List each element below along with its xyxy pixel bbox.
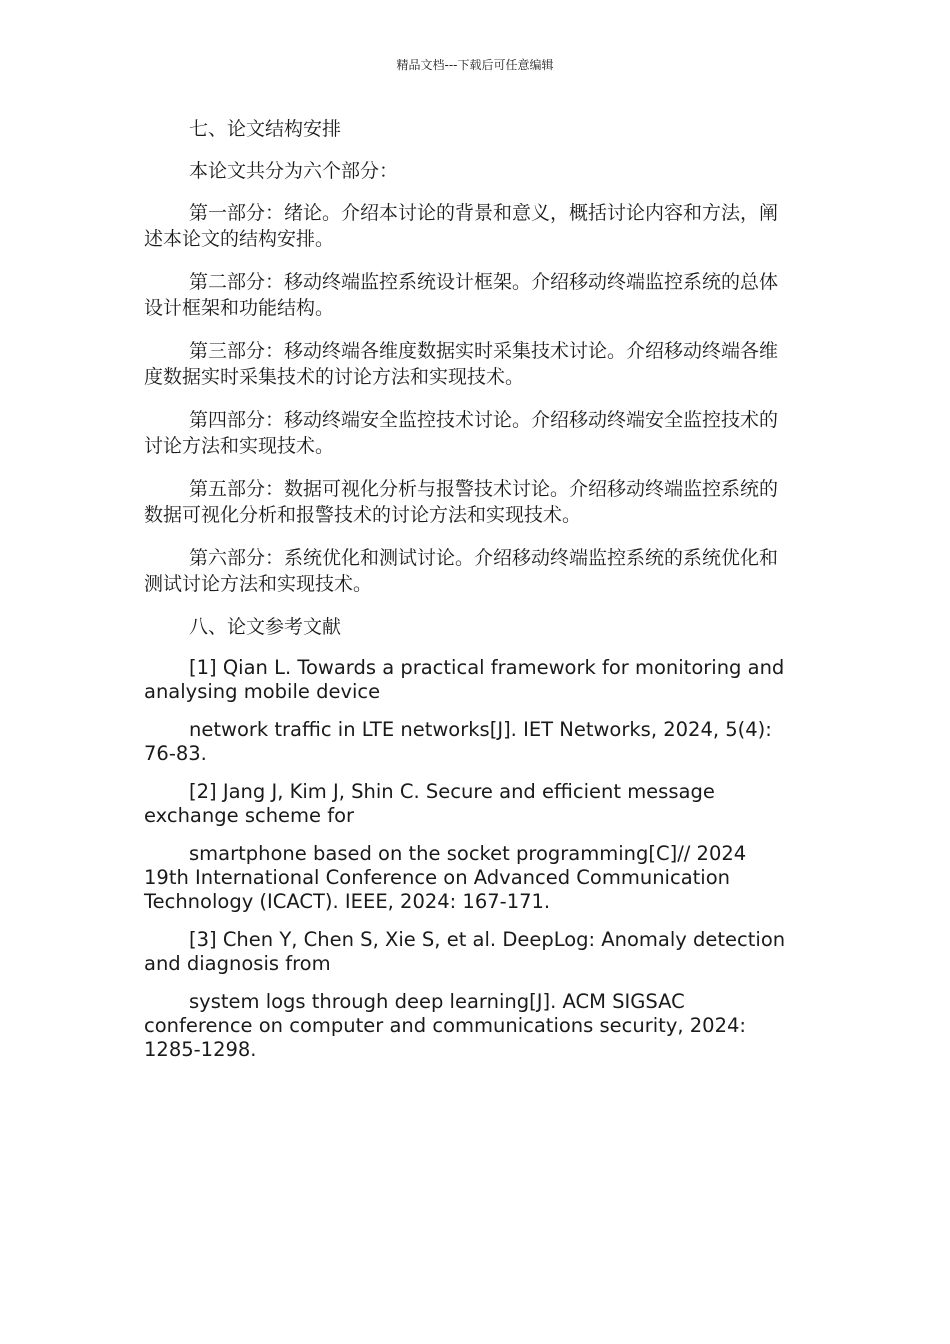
section-heading-references: 八、论文参考文献: [189, 616, 342, 638]
reference-3-line-1: [3] Chen Y, Chen S, Xie S, et al. DeepLog: Anomaly detection and diagnosis from: [144, 928, 786, 975]
structure-part-4: 第四部分：移动终端安全监控技术讨论。介绍移动终端安全监控技术的讨论方法和实现技术。: [144, 409, 779, 457]
reference-3-line-2: system logs through deep learning[J]. ACM SIGSAC conference on computer and communications security, 2024: 1285-1298.: [144, 990, 746, 1061]
structure-part-1: 第一部分：绪论。介绍本讨论的背景和意义，概括讨论内容和方法，阐述本论文的结构安排。: [144, 202, 779, 250]
section-heading-structure: 七、论文结构安排: [189, 118, 342, 140]
reference-1-line-1: [1] Qian L. Towards a practical framework for monitoring and analysing mobile device: [144, 656, 785, 703]
structure-part-3: 第三部分：移动终端各维度数据实时采集技术讨论。介绍移动终端各维度数据实时采集技术的讨论方法和实现技术。: [144, 340, 779, 388]
document-body: [144, 116, 794, 1076]
page-header: 精品文档---下载后可任意编辑: [396, 58, 554, 72]
structure-part-6: 第六部分：系统优化和测试讨论。介绍移动终端监控系统的系统优化和测试讨论方法和实现技术。: [144, 547, 779, 595]
reference-2-line-1: [2] Jang J, Kim J, Shin C. Secure and efficient message exchange scheme for: [144, 780, 715, 827]
reference-1-line-2: network traffic in LTE networks[J]. IET Networks, 2024, 5(4): 76-83.: [144, 718, 772, 765]
structure-part-2: 第二部分：移动终端监控系统设计框架。介绍移动终端监控系统的总体设计框架和功能结构。: [144, 271, 779, 319]
reference-2-line-2: smartphone based on the socket programming[C]// 2024 19th International Conference on Advanced Communication Technology (ICACT). IEEE, 2024: 167-171.: [144, 842, 747, 913]
structure-intro: 本论文共分为六个部分：: [189, 160, 399, 182]
structure-part-5: 第五部分：数据可视化分析与报警技术讨论。介绍移动终端监控系统的数据可视化分析和报警技术的讨论方法和实现技术。: [144, 478, 779, 526]
